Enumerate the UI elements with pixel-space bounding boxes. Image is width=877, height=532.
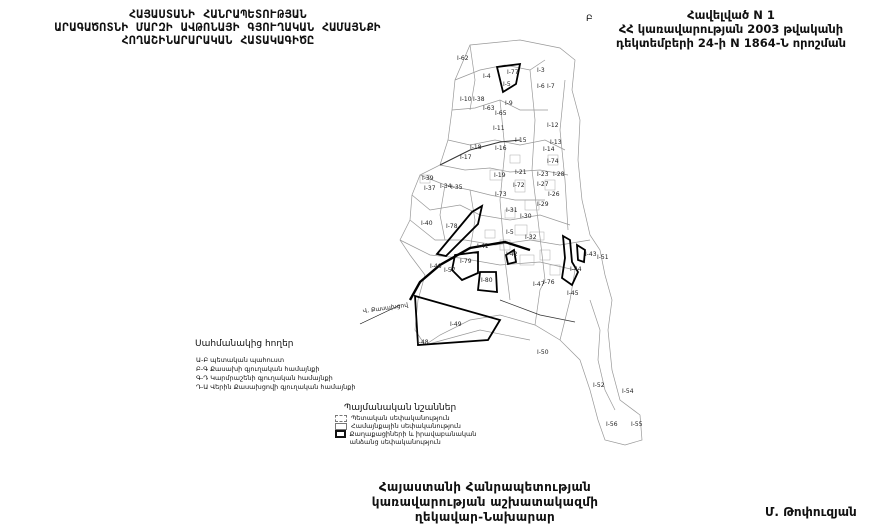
community-ownership-swatch xyxy=(335,423,347,430)
parcel-i-44 xyxy=(562,236,578,285)
private-ownership-swatch xyxy=(335,430,346,438)
plot-label: I-34 xyxy=(440,183,452,190)
plot-label: I-46 xyxy=(430,263,442,270)
plot-label: I-15 xyxy=(515,137,527,144)
plot-label: I-62 xyxy=(457,55,469,62)
parcel-i-43 xyxy=(577,245,585,262)
river-label: Վ. Քասախցով xyxy=(362,301,409,315)
plot-label: I-16 xyxy=(495,145,507,152)
footer-line-3: ղեկավար-Նախարար xyxy=(414,510,556,524)
plot-label: I-28 xyxy=(553,171,565,178)
signatory-name: Մ. Թոփուզյան xyxy=(765,505,857,519)
plot-label: I-7 xyxy=(547,83,555,90)
plot-label: I-76 xyxy=(543,279,555,286)
parcel-i-78 xyxy=(437,206,482,256)
symbols-legend-title: Պայմանական նշաններ xyxy=(344,403,457,413)
track xyxy=(500,300,575,322)
plot-label: I-40 xyxy=(421,220,433,227)
boundary-legend-item-3: Գ-Դ Կարմրաշենի գյուղական համայնքի xyxy=(196,374,333,382)
plot-label: I-43 xyxy=(585,251,597,258)
title-line-3: ՀՈՂԱՇԻՆԱՐԱՐԱԿԱՆ ՀԱՏԱԿԱԳԻԾԸ xyxy=(121,33,315,47)
plot-label: I-72 xyxy=(513,182,525,189)
plot-label: I-9 xyxy=(505,100,513,107)
plot-label: I-80 xyxy=(481,277,493,284)
plot-label: I-52 xyxy=(593,382,605,389)
symbol-legend-label-1: Պետական սեփականություն xyxy=(351,414,450,422)
plot-label: I-63 xyxy=(483,105,495,112)
plot-label: I-65 xyxy=(495,110,507,117)
plot-label: I-74 xyxy=(547,158,559,165)
plot-label: I-30 xyxy=(520,213,532,220)
plot-label: I-6 xyxy=(537,83,545,90)
plot-label: I-5 xyxy=(503,81,511,88)
plot-label: I-57 xyxy=(444,267,456,274)
state-ownership-swatch xyxy=(335,415,347,422)
plot-labels xyxy=(417,55,643,428)
plot-label: I-21 xyxy=(515,169,527,176)
plot-label: I-44 xyxy=(570,266,582,273)
plot-label: I-32 xyxy=(525,234,537,241)
plot-label: I-39 xyxy=(422,175,434,182)
plot-label: I-41 xyxy=(477,243,489,250)
plot-label: I-18 xyxy=(470,144,482,151)
boundary-legend-item-4: Դ-Ա Վերին Քասախցովի գյուղական համայնքի xyxy=(196,383,356,391)
plot-label: I-12 xyxy=(547,122,559,129)
footer-line-2: կառավարության աշխատակազմի xyxy=(371,495,599,509)
annex-line-2: ՀՀ կառավարության 2003 թվականի xyxy=(618,22,844,36)
plot-label: I-4 xyxy=(483,73,491,80)
plot-label: I-19 xyxy=(494,172,506,179)
plot-label: I-38 xyxy=(473,96,485,103)
symbol-legend-label-2: Համայնքային սեփականություն xyxy=(351,422,461,430)
plot-label: I-27 xyxy=(537,181,549,188)
plot-label: I-29 xyxy=(537,201,549,208)
title-line-1: ՀԱՅԱՍՏԱՆԻ ՀԱՆՐԱՊԵՏՈՒԹՅԱՆ xyxy=(128,7,308,21)
plot-label: I-35 xyxy=(451,184,463,191)
boundaries-legend-title: Սահմանակից հողեր xyxy=(195,339,294,349)
plot-label: I-49 xyxy=(450,321,462,328)
plot-label: I-47 xyxy=(533,281,545,288)
plot-label: I-31 xyxy=(506,207,518,214)
plot-label: I-51 xyxy=(597,254,609,261)
annex-line-1: Հավելված N 1 xyxy=(687,8,775,22)
plot-label: I-14 xyxy=(543,146,555,153)
plot-label: I-26 xyxy=(548,191,560,198)
plot-label: I-77 xyxy=(507,69,519,76)
plot-label: I-3 xyxy=(537,67,545,74)
plot-label: I-78 xyxy=(446,223,458,230)
annex-line-3: դեկտեմբերի 24-ի N 1864-Ն որոշման xyxy=(615,36,847,50)
plot-label: I-10 xyxy=(460,96,472,103)
plot-label: I-73 xyxy=(495,191,507,198)
plot-label: I-56 xyxy=(606,421,618,428)
plot-label: I-13 xyxy=(550,139,562,146)
plot-label: I-79 xyxy=(460,258,472,265)
plot-label: I-23 xyxy=(537,171,549,178)
boundary-legend-item-1: Ա-Բ պետական պահուստ xyxy=(196,356,285,364)
plot-label: I-55 xyxy=(631,421,643,428)
boundary-point-label: Բ xyxy=(586,14,593,24)
signatory-title xyxy=(360,480,610,525)
symbol-legend-row-private xyxy=(335,430,495,446)
symbol-legend-row-community xyxy=(335,422,461,430)
symbol-legend-row-state xyxy=(335,414,450,422)
plot-label: I-17 xyxy=(460,154,472,161)
title-line-2: ԱՐԱԳԱԾՈՏՆԻ ՄԱՐԶԻ ԱՎԹՈՆԱՅԻ ԳՅՈՒՂԱԿԱՆ ՀԱՄԱՅՆՔԻ xyxy=(54,20,382,34)
plot-label: I-5 xyxy=(506,229,514,236)
territory-outline xyxy=(400,40,642,445)
plot-label: I-50 xyxy=(537,349,549,356)
plot-label: I-37 xyxy=(424,185,436,192)
plot-label: I-45 xyxy=(567,290,579,297)
plot-label: I-11 xyxy=(493,125,505,132)
symbol-legend-label-3: Քաղաքացիների և իրավաբանական անձանց սեփականություն xyxy=(349,430,477,446)
plot-label: I-48 xyxy=(417,339,429,346)
boundary-legend-item-2: Բ-Գ Քասախի գյուղական համայնքի xyxy=(196,365,320,373)
plot-label: I-42 xyxy=(506,251,518,258)
footer-line-1: Հայաստանի Հանրապետության xyxy=(378,480,592,494)
private-parcels xyxy=(415,64,585,345)
plot-label: I-54 xyxy=(622,388,634,395)
